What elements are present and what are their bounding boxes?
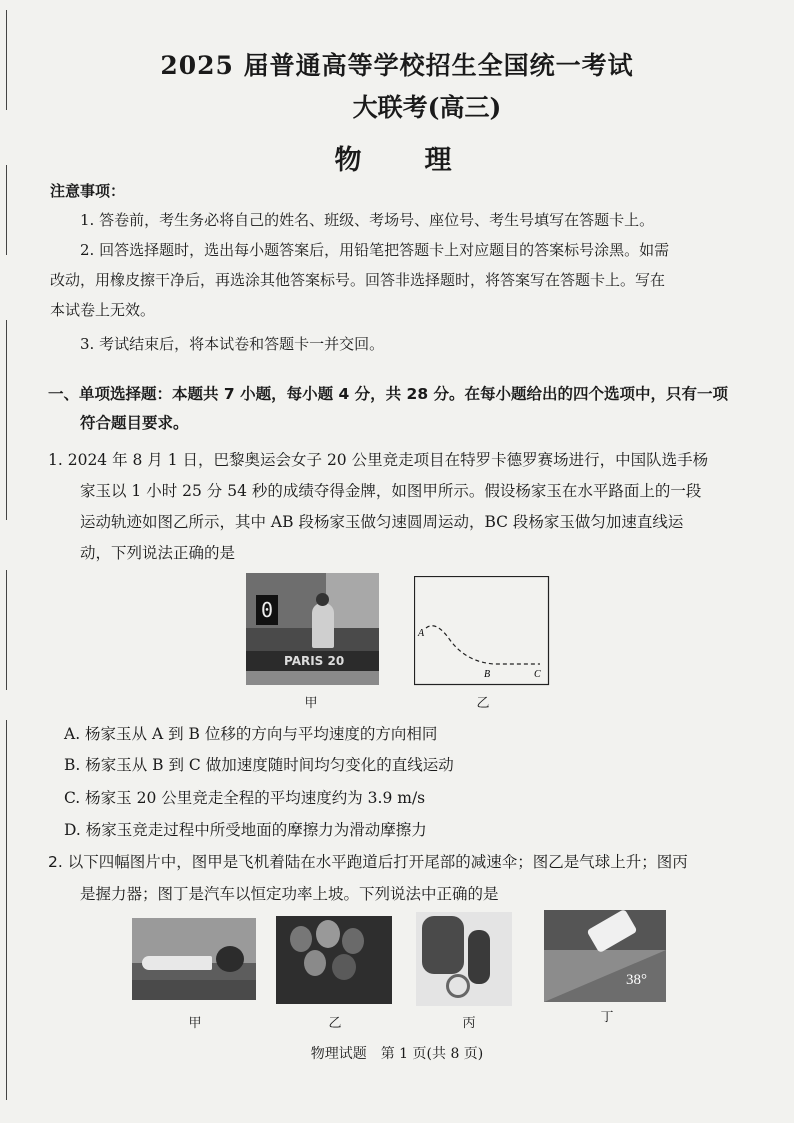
- hand: [422, 916, 464, 974]
- subject-title: 物 理: [334, 145, 470, 176]
- option-c: C. 杨家玉 20 公里竞走全程的平均速度约为 3.9 m/s: [64, 789, 426, 807]
- question-1-stem: 动，下列说法正确的是: [80, 544, 236, 562]
- binding-line: [6, 320, 7, 520]
- figure-grip-strengthener: [416, 912, 512, 1006]
- figure-caption-ding: 丁: [600, 1010, 614, 1025]
- athlete-figure: [312, 603, 334, 648]
- binding-line: [6, 570, 7, 690]
- notice-item: 改动，用橡皮擦干净后，再选涂其他答案标号。回答非选择题时，将答案写在答题卡上。写在: [50, 271, 666, 289]
- question-1-stem: 1. 2024 年 8 月 1 日，巴黎奥运会女子 20 公里竞走项目在特罗卡德罗赛场进行，中国队选手杨: [48, 451, 709, 469]
- section-heading: 一、单项选择题：本题共 7 小题，每小题 4 分，共 28 分。在每小题给出的四个选项中，只有一项: [48, 385, 729, 403]
- slope-angle-label: 38°: [626, 972, 647, 988]
- question-1-stem: 家玉以 1 小时 25 分 54 秒的成绩夺得金牌，如图甲所示。假设杨家玉在水平路面上的一段: [80, 482, 702, 500]
- figure-caption-jia-2: 甲: [188, 1016, 202, 1031]
- option-a: A. 杨家玉从 A 到 B 位移的方向与平均速度的方向相同: [64, 725, 438, 743]
- grip-spring: [446, 974, 470, 998]
- notice-item: 2. 回答选择题时，选出每小题答案后，用铅笔把答题卡上对应题目的答案标号涂黑。如需: [80, 241, 670, 259]
- notice-item: 本试卷上无效。: [50, 301, 156, 319]
- option-d: D. 杨家玉竞走过程中所受地面的摩擦力为滑动摩擦力: [64, 821, 427, 839]
- timer-box: [256, 595, 278, 625]
- balloon: [342, 928, 364, 954]
- runway: [132, 980, 256, 1000]
- point-b-label: B: [484, 669, 491, 680]
- figure-trajectory-diagram: [414, 576, 550, 686]
- exam-title: 2025 届普通高等学校招生全国统一考试: [160, 51, 634, 80]
- figure-car-on-slope: [544, 910, 666, 1002]
- binding-line: [6, 165, 7, 255]
- exam-subtitle: 大联考(高三): [352, 93, 502, 122]
- parachute: [216, 946, 244, 972]
- notice-item: 1. 答卷前，考生务必将自己的姓名、班级、考场号、座位号、考生号填写在答题卡上。: [80, 211, 655, 229]
- figure-caption-bing: 丙: [462, 1016, 476, 1031]
- balloon: [316, 920, 340, 948]
- athlete-head: [316, 593, 329, 606]
- question-2-stem: 2. 以下四幅图片中，图甲是飞机着陆在水平跑道后打开尾部的减速伞；图乙是气球上升；图丙: [48, 853, 688, 871]
- balloon: [332, 954, 356, 980]
- option-b: B. 杨家玉从 B 到 C 做加速度随时间均匀变化的直线运动: [64, 756, 454, 774]
- slope: [544, 950, 666, 1002]
- shuttle-body: [142, 956, 212, 970]
- point-c-label: C: [534, 669, 541, 680]
- figure-caption-yi-2: 乙: [328, 1016, 342, 1031]
- timer-digit: 0: [260, 598, 274, 622]
- figure-caption-yi: 乙: [476, 696, 490, 711]
- balloon: [290, 926, 312, 952]
- section-heading-cont: 符合题目要求。: [80, 414, 189, 432]
- ground: [246, 671, 379, 685]
- notice-heading: 注意事项：: [50, 182, 126, 200]
- question-2-stem: 是握力器；图丁是汽车以恒定功率上坡。下列说法中正确的是: [80, 885, 499, 903]
- figure-photo-race-finish: [246, 573, 379, 685]
- grip-handle: [468, 930, 490, 984]
- balloon: [304, 950, 326, 976]
- finish-banner: [246, 651, 379, 671]
- point-a-label: A: [418, 628, 425, 639]
- notice-item: 3. 考试结束后，将本试卷和答题卡一并交回。: [80, 335, 385, 353]
- page-footer: 物理试题 第 1 页(共 8 页): [310, 1046, 484, 1062]
- figure-caption-jia: 甲: [304, 696, 318, 711]
- paris-banner-text: PARIS 20: [284, 654, 345, 668]
- question-1-stem: 运动轨迹如图乙所示，其中 AB 段杨家玉做匀速圆周运动，BC 段杨家玉做匀加速直线运: [80, 513, 684, 531]
- figure-shuttle-landing: [132, 918, 256, 1000]
- figure-balloons: [276, 916, 392, 1004]
